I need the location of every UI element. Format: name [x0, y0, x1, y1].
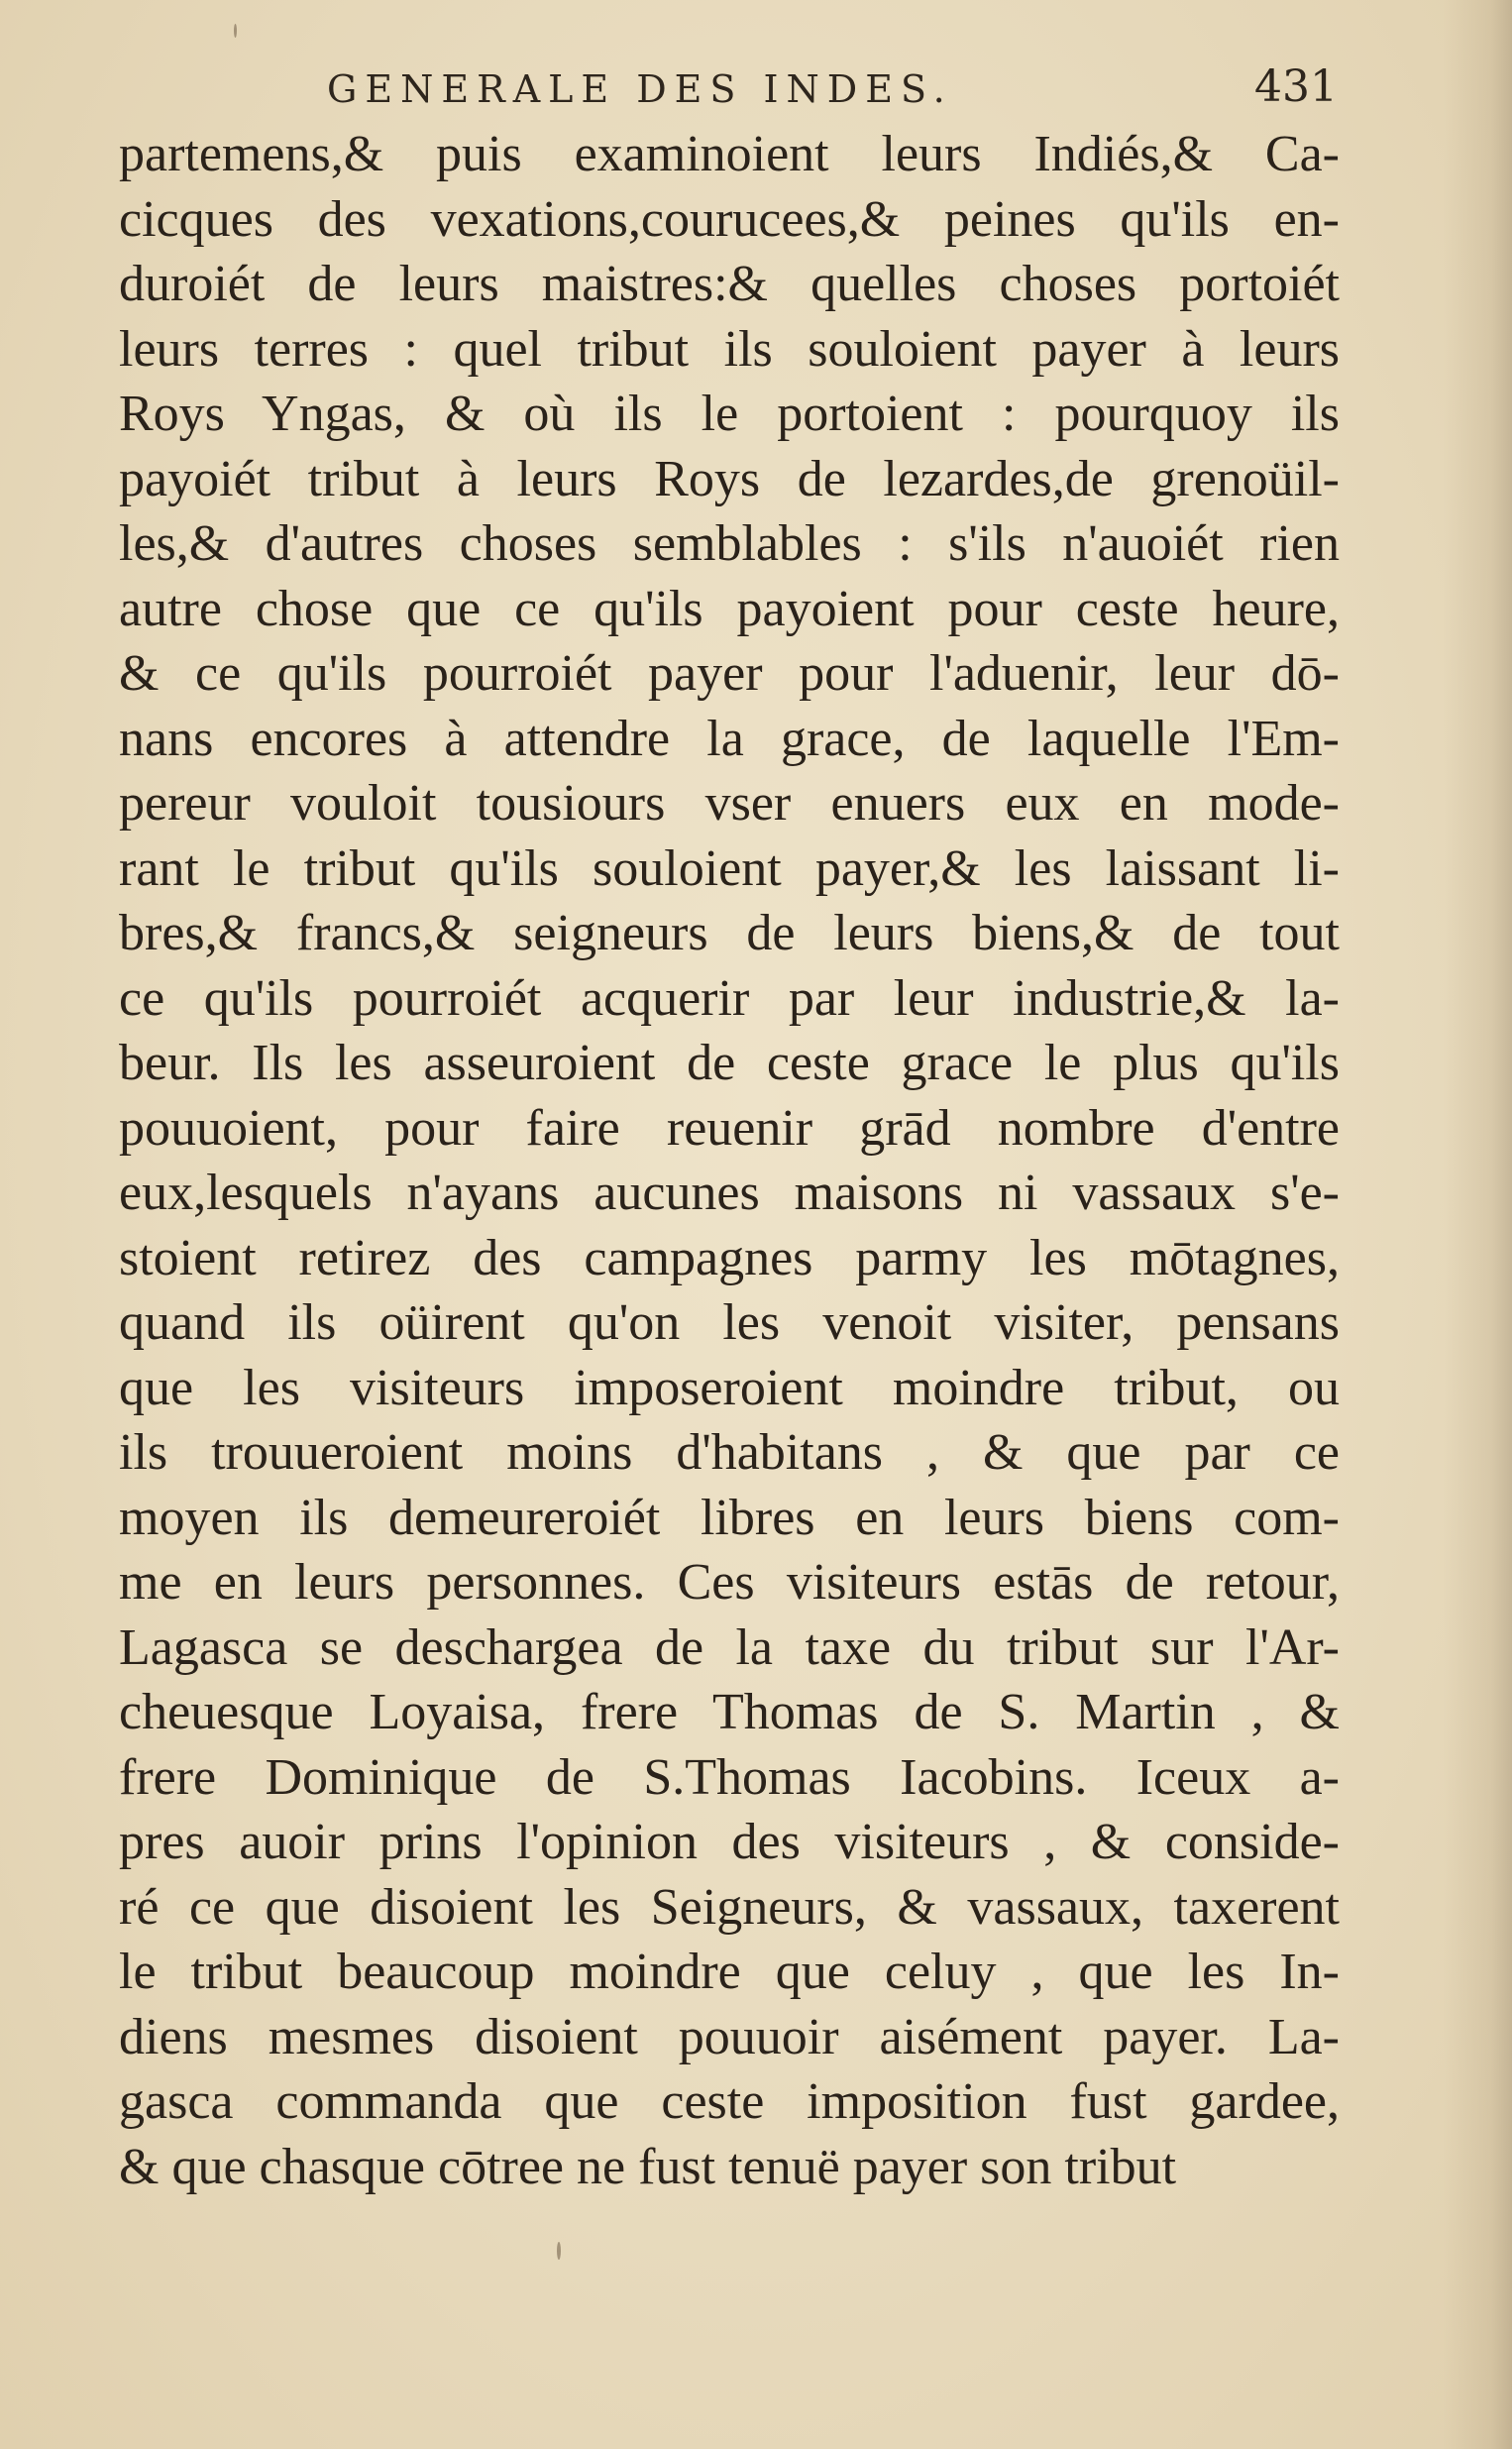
body-text — [119, 122, 1340, 2199]
text-line: gasca commanda que ceste imposition fust gardee, — [119, 2073, 1340, 2130]
text-line: cheuesque Loyaisa, frere Thomas de S. Martin , & — [119, 1684, 1340, 1740]
text-line: le tribut beaucoup moindre que celuy , que les In- — [119, 1944, 1340, 2000]
text-line: me en leurs personnes. Ces visiteurs estās de retour, — [119, 1554, 1340, 1611]
text-line: Lagasca se deschargea de la taxe du tribut sur l'Ar- — [119, 1618, 1340, 1676]
text-line: que les visiteurs imposeroient moindre tribut, ou — [119, 1359, 1340, 1416]
text-line: Roys Yngas, & où ils le portoient : pourquoy ils — [119, 386, 1340, 442]
text-line: eux,lesquels n'ayans aucunes maisons ni vassaux s'e- — [119, 1165, 1340, 1221]
text-line: pouuoient, pour faire reuenir grād nombre d'entre — [119, 1099, 1340, 1157]
text-line: beur. Ils les asseuroient de ceste grace le plus qu'ils — [119, 1035, 1340, 1091]
paper-speck — [234, 24, 237, 38]
text-line: rant le tribut qu'ils souloient payer,& les laissant li- — [119, 839, 1340, 897]
text-line: partemens,& puis examinoient leurs Indiés,& Ca- — [119, 126, 1340, 182]
text-line: ce qu'ils pourroiét acquerir par leur industrie,& la- — [119, 969, 1340, 1027]
text-line: bres,& francs,& seigneurs de leurs biens,& de tout — [119, 905, 1340, 961]
text-line: les,& d'autres choses semblables : s'ils n'auoiét rien — [119, 515, 1340, 572]
text-line: stoient retirez des campagnes parmy les mōtagnes, — [119, 1229, 1340, 1286]
page-edge-shadow — [1443, 0, 1512, 2449]
text-line: quand ils oüirent qu'on les venoit visiter, pensans — [119, 1294, 1340, 1351]
text-line: cicques des vexations,courucees,& peines qu'ils en- — [119, 190, 1340, 248]
running-head: GENERALE DES INDES. — [327, 67, 953, 111]
text-line: pereur vouloit tousiours vser enuers eux en mode- — [119, 775, 1340, 832]
page-header — [327, 61, 1338, 121]
page-number: 431 — [1254, 61, 1338, 112]
text-line: nans encores à attendre la grace, de laquelle l'Em- — [119, 710, 1340, 767]
text-line: diens mesmes disoient pouuoir aisément payer. La- — [119, 2008, 1340, 2065]
text-line: ils trouueroient moins d'habitans , & que par ce — [119, 1424, 1340, 1481]
text-line: duroiét de leurs maistres:& quelles choses portoiét — [119, 256, 1340, 312]
text-line: leurs terres : quel tribut ils souloient payer à leurs — [119, 320, 1340, 378]
text-line: & ce qu'ils pourroiét payer pour l'aduenir, leur dō- — [119, 645, 1340, 702]
text-line: moyen ils demeureroiét libres en leurs biens com- — [119, 1489, 1340, 1546]
text-line: ré ce que disoient les Seigneurs, & vassaux, taxerent — [119, 1878, 1340, 1936]
text-line: autre chose que ce qu'ils payoient pour ceste heure, — [119, 580, 1340, 637]
paper-speck — [557, 2242, 561, 2260]
text-line: frere Dominique de S.Thomas Iacobins. Iceux a- — [119, 1748, 1340, 1806]
text-line: pres auoir prins l'opinion des visiteurs , & conside- — [119, 1814, 1340, 1870]
text-line: payoiét tribut à leurs Roys de lezardes,de grenoüil- — [119, 450, 1340, 507]
text-line: & que chasque cōtree ne fust tenuë payer son tribut — [119, 2138, 1177, 2195]
